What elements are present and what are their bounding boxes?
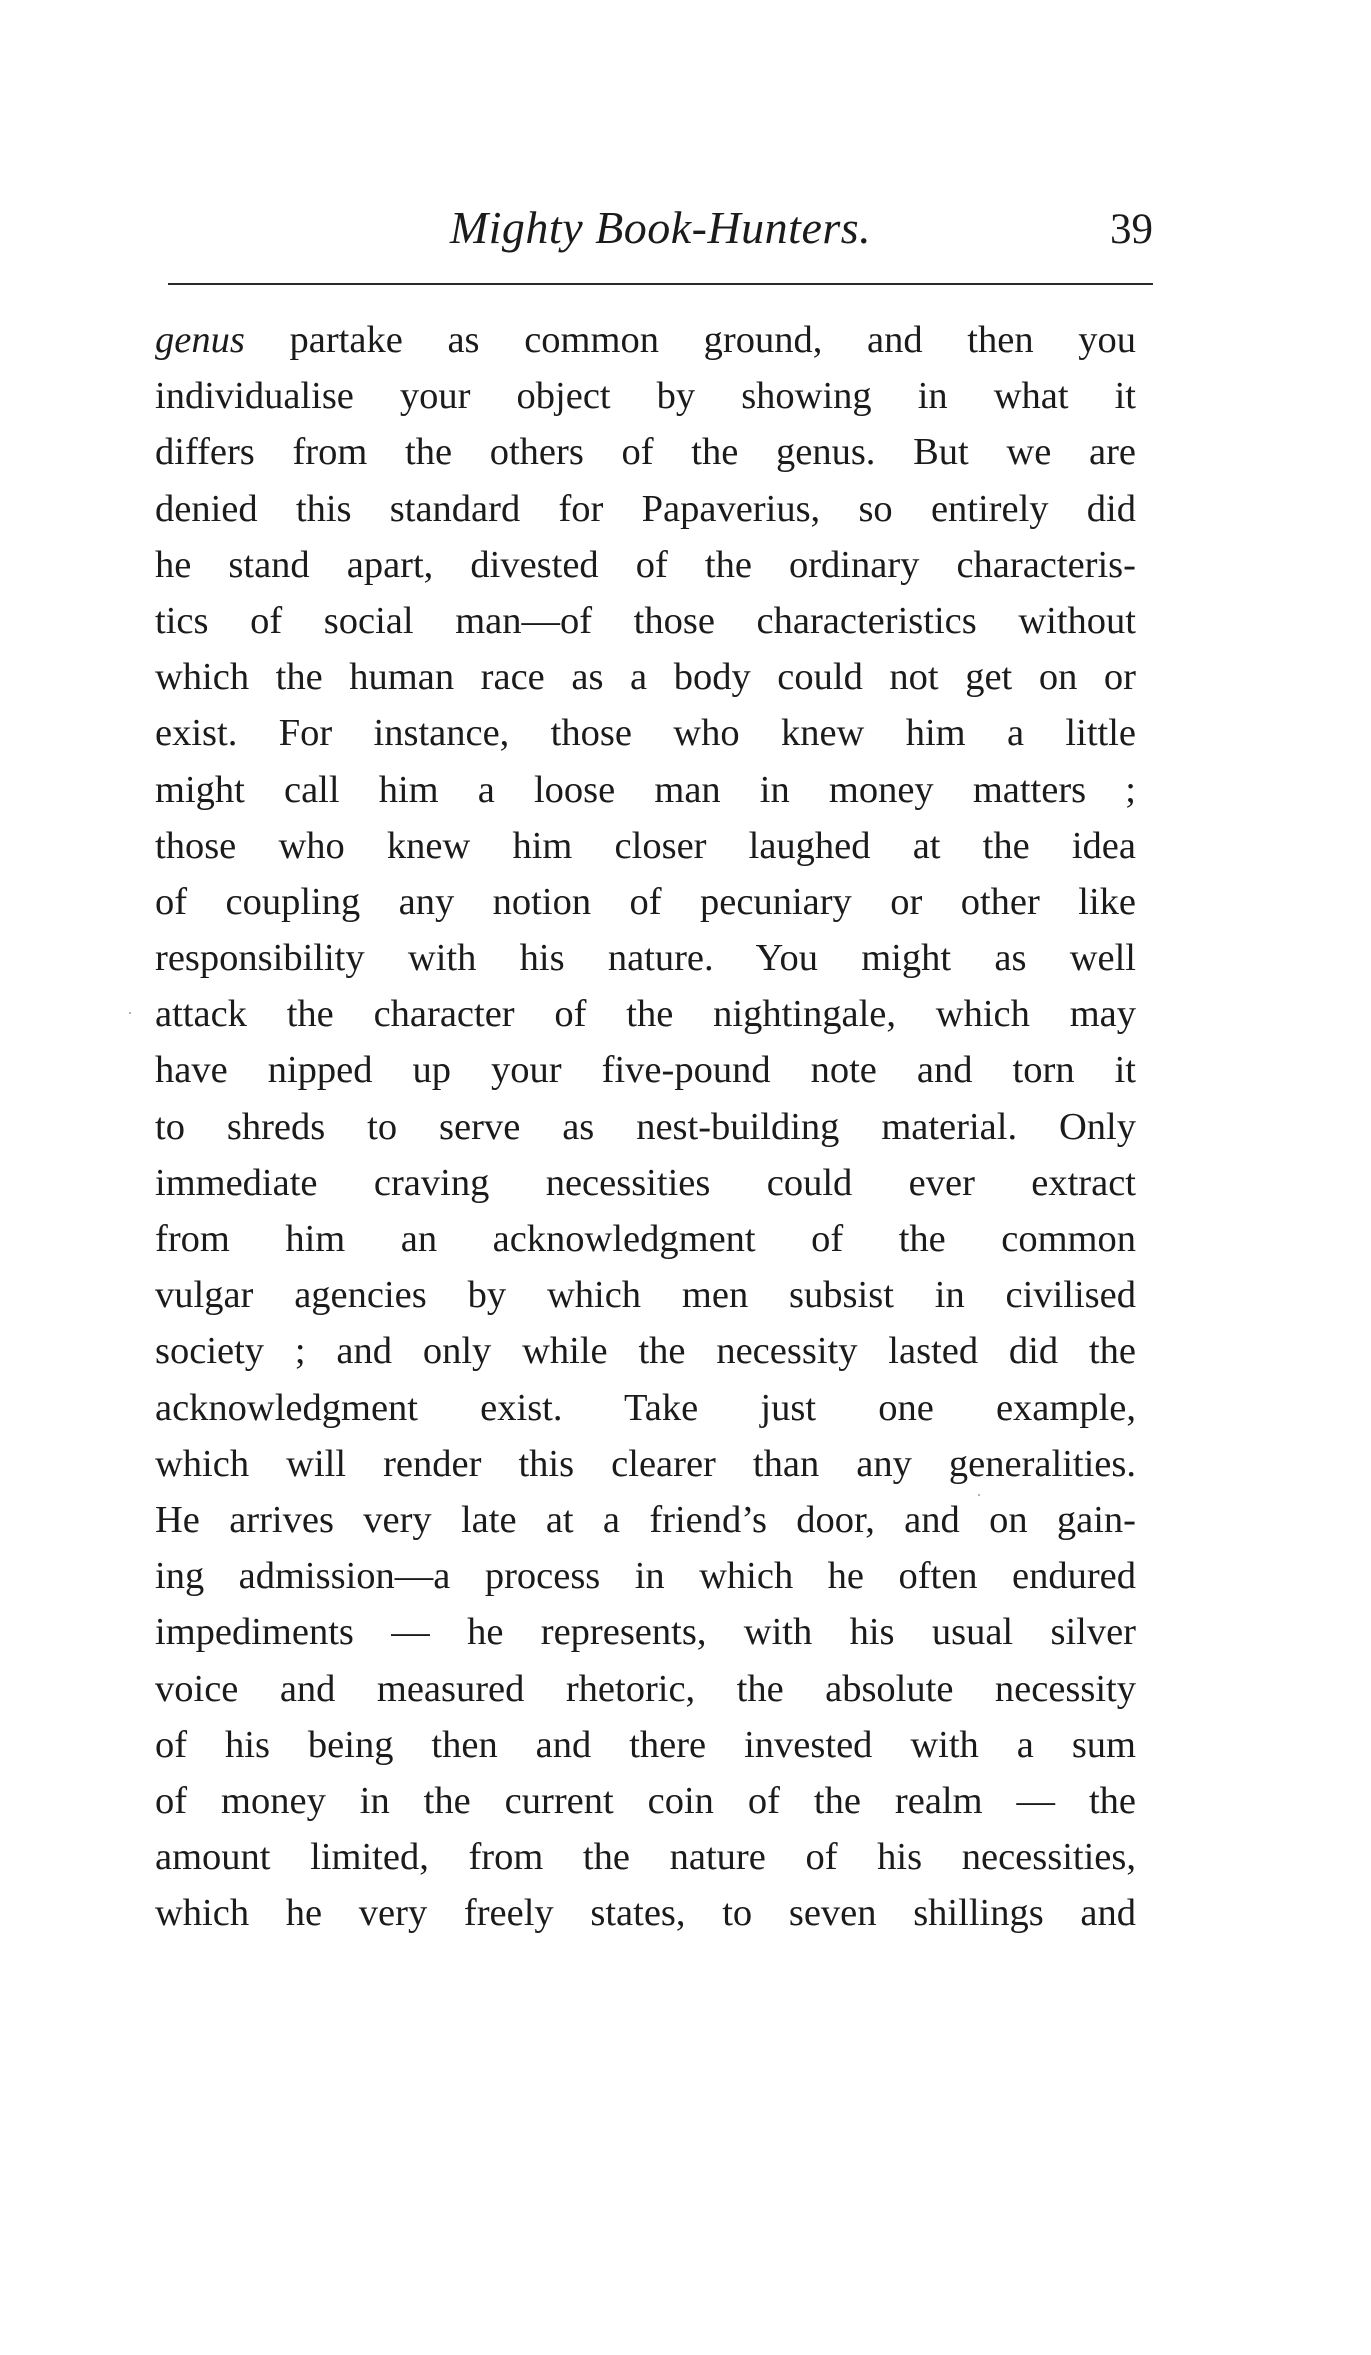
text-line-8: exist. For instance, those who knew him a little xyxy=(155,712,1136,755)
text-line-12: responsibility with his nature. You might as well xyxy=(155,937,1136,980)
body-text xyxy=(155,312,1136,1941)
text-line-28: amount limited, from the nature of his necessities, xyxy=(155,1836,1136,1879)
text-line-4: denied this standard for Papaverius, so entirely did xyxy=(155,487,1136,530)
text-line-27: of money in the current coin of the realm — the xyxy=(155,1779,1136,1822)
text-line-9: might call him a loose man in money matters ; xyxy=(155,768,1136,811)
text-line-16: immediate craving necessities could ever extract xyxy=(155,1161,1136,1204)
text-line-26: of his being then and there invested with a sum xyxy=(155,1723,1136,1766)
text-line-1-rest: partake as common ground, and then you xyxy=(244,319,1136,361)
text-line-19: society ; and only while the necessity lasted did the xyxy=(155,1330,1136,1373)
text-line-23: ing admission—a process in which he often endured xyxy=(155,1555,1136,1598)
paper-speck xyxy=(129,1012,131,1014)
text-line-5: he stand apart, divested of the ordinary characteris- xyxy=(155,543,1136,586)
text-line-2: individualise your object by showing in what it xyxy=(155,375,1136,418)
running-head xyxy=(168,198,1153,268)
text-line-22: He arrives very late at a friend’s door, and on gain- xyxy=(155,1498,1136,1541)
text-line-3: differs from the others of the genus. But we are xyxy=(155,431,1136,474)
paper-speck xyxy=(978,1494,980,1496)
text-line-7: which the human race as a body could not get on or xyxy=(155,656,1136,699)
text-line-24: impediments — he represents, with his usual silver xyxy=(155,1611,1136,1654)
text-line-1 xyxy=(155,312,1136,368)
text-line-20: acknowledgment exist. Take just one example, xyxy=(155,1386,1136,1429)
text-line-11: of coupling any notion of pecuniary or other like xyxy=(155,880,1136,923)
italic-word: genus xyxy=(155,319,245,361)
text-line-15: to shreds to serve as nest-building material. Only xyxy=(155,1105,1136,1148)
page-number: 39 xyxy=(1110,206,1153,253)
text-line-17: from him an acknowledgment of the common xyxy=(155,1218,1136,1260)
header-rule xyxy=(168,283,1153,285)
text-line-10: those who knew him closer laughed at the idea xyxy=(155,824,1136,867)
text-line-25: voice and measured rhetoric, the absolute necessity xyxy=(155,1667,1136,1710)
text-line-13: attack the character of the nightingale, which may xyxy=(155,993,1136,1036)
text-line-29: which he very freely states, to seven shillings and xyxy=(155,1892,1136,1935)
text-line-6: tics of social man—of those characteristics without xyxy=(155,599,1136,642)
running-title: Mighty Book-Hunters. xyxy=(449,202,872,253)
text-line-21: which will render this clearer than any generalities. xyxy=(155,1442,1136,1485)
text-line-18: vulgar agencies by which men subsist in civilised xyxy=(155,1274,1136,1317)
text-line-14: have nipped up your five-pound note and torn it xyxy=(155,1049,1136,1092)
